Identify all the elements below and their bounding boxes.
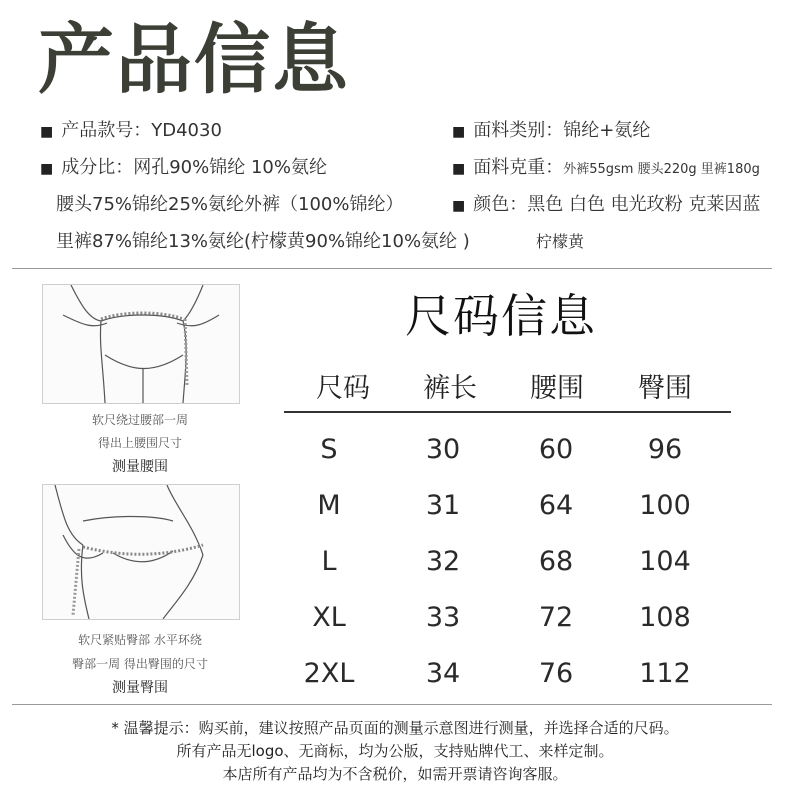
table-cell-waist: 72 — [538, 602, 574, 633]
header-waist: 腰围 — [530, 373, 584, 404]
footer-tax: 本店所有产品均为不含税价，如需开票请咨询客服。 — [222, 765, 568, 783]
divider — [12, 268, 772, 269]
table-cell-length: 32 — [425, 546, 461, 577]
info-colors: ■ 颜色：黑色 白色 电光玫粉 克莱因蓝 — [452, 194, 761, 215]
info-fabric-type: ■ 面料类别：锦纶+氨纶 — [452, 120, 651, 141]
header-length: 裤长 — [423, 373, 477, 404]
footer-no-logo: 所有产品无logo、无商标，均为公版，支持贴牌代工、来样定制。 — [176, 742, 614, 760]
waist-label: 测量腰围 — [112, 459, 168, 475]
bullet-icon: ■ — [40, 124, 54, 140]
table-cell-length: 31 — [425, 490, 461, 521]
divider — [12, 704, 772, 705]
table-cell-size: S — [320, 434, 338, 465]
info-composition-waistband: 腰头75%锦纶25%氨纶外裤（100%锦纶） — [56, 194, 404, 215]
table-cell-hip: 104 — [639, 546, 691, 577]
table-cell-length: 30 — [425, 434, 461, 465]
bullet-icon: ■ — [452, 161, 466, 177]
waist-caption-1: 软尺绕过腰部一周 — [91, 413, 188, 427]
table-cell-hip: 108 — [639, 602, 691, 633]
bullet-icon: ■ — [452, 198, 466, 214]
table-cell-size: 2XL — [303, 658, 355, 689]
table-cell-hip: 112 — [639, 658, 691, 689]
table-cell-size: XL — [312, 602, 346, 633]
table-cell-hip: 100 — [639, 490, 691, 521]
info-fabric-weight: ■ 面料克重：外裤55gsm 腰头220g 里裤180g — [452, 157, 760, 178]
waist-measure-illustration — [42, 284, 240, 404]
hip-measure-illustration — [42, 484, 240, 620]
info-colors-cont: 柠檬黄 — [536, 232, 585, 251]
bullet-icon: ■ — [452, 124, 466, 140]
table-divider — [284, 411, 731, 413]
hip-label: 测量臀围 — [112, 680, 168, 696]
hip-caption-1: 软尺紧贴臀部 水平环绕 — [78, 633, 202, 647]
table-cell-size: M — [317, 490, 341, 521]
table-cell-size: L — [321, 546, 337, 577]
bullet-icon: ■ — [40, 161, 54, 177]
table-cell-hip: 96 — [647, 434, 683, 465]
table-cell-waist: 68 — [538, 546, 574, 577]
info-composition-lining: 里裤87%锦纶13%氨纶(柠檬黄90%锦纶10%氨纶 ) — [56, 231, 470, 252]
waist-caption-2: 得出上腰围尺寸 — [97, 436, 182, 450]
header-size: 尺码 — [316, 373, 370, 404]
info-style-number: ■ 产品款号：YD4030 — [40, 120, 222, 141]
page-title: 产品信息 — [38, 15, 350, 104]
table-cell-length: 34 — [425, 658, 461, 689]
table-cell-length: 33 — [425, 602, 461, 633]
footer-tip: * 温馨提示：购买前，建议按照产品页面的测量示意图进行测量，并选择合适的尺码。 — [111, 719, 679, 737]
info-composition: ■ 成分比：网孔90%锦纶 10%氨纶 — [40, 157, 327, 178]
table-cell-waist: 64 — [538, 490, 574, 521]
table-cell-waist: 76 — [538, 658, 574, 689]
hip-caption-2: 臀部一周 得出臀围的尺寸 — [72, 657, 208, 671]
size-table-title: 尺码信息 — [405, 289, 597, 343]
header-hip: 臀围 — [638, 373, 692, 404]
table-cell-waist: 60 — [538, 434, 574, 465]
